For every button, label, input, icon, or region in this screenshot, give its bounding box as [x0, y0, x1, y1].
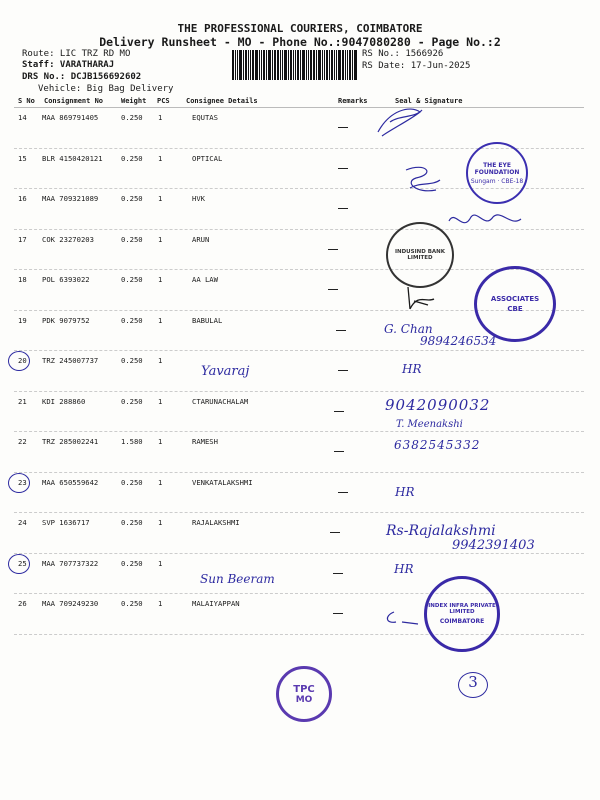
- barcode-bar: [334, 50, 335, 80]
- table-row: [0, 474, 600, 515]
- vehicle: Vehicle: Big Bag Delivery: [38, 84, 174, 94]
- barcode-bar: [250, 50, 251, 80]
- barcode-bar: [347, 50, 348, 80]
- row-pcs: 1: [158, 518, 163, 527]
- row-divider: [14, 391, 584, 392]
- rs-date: RS Date: 17-Jun-2025: [362, 61, 471, 71]
- handwritten-yavaraj: Yavaraj: [201, 364, 250, 379]
- row-sno: 25: [18, 558, 27, 568]
- col-pcs: PCS: [157, 97, 170, 105]
- handwritten-hr-1: HR: [402, 362, 422, 376]
- row-pcs: 1: [158, 599, 163, 608]
- col-sno: S No: [18, 97, 35, 105]
- barcode-bar: [336, 50, 337, 80]
- index-infra-name: INDEX INFRA PRIVATE LIMITED: [428, 603, 496, 615]
- barcode-bar: [272, 50, 273, 80]
- eye-foundation-name: THE EYE FOUNDATION: [474, 161, 520, 176]
- row-pcs: 1: [158, 437, 163, 446]
- tpc-sub: MO: [295, 694, 313, 705]
- route: Route: LIC TRZ RD MO: [22, 49, 131, 59]
- row-sno: 16: [18, 194, 27, 203]
- row-consignee: HVK: [192, 194, 205, 203]
- row-pcs: 1: [158, 356, 163, 365]
- row-weight: 0.250: [121, 234, 143, 244]
- row-sno: 24: [18, 518, 27, 527]
- barcode-bar: [329, 50, 330, 80]
- row-consignment-no: MAA 707737322: [42, 558, 99, 568]
- row-pcs: 1: [158, 113, 163, 122]
- indusind-bank-stamp: [386, 222, 454, 288]
- barcode-bar: [338, 50, 341, 80]
- row-pcs: 1: [158, 477, 163, 487]
- barcode-bar: [326, 50, 328, 80]
- row-consignment-no: KDI 288860: [42, 396, 86, 406]
- indusind-name: INDUSIND BANK LIMITED: [394, 249, 446, 261]
- barcode-bar: [297, 50, 299, 80]
- barcode-bar: [288, 50, 289, 80]
- col-consignee: Consignee Details: [186, 97, 258, 105]
- remark-mark: [333, 613, 343, 614]
- barcode-bar: [232, 50, 234, 80]
- remark-mark: [336, 330, 346, 331]
- row-weight: 0.250: [121, 275, 143, 284]
- barcode-bar: [322, 50, 323, 80]
- row-consignment-no: MAA 869791405: [42, 113, 99, 122]
- table-row: [0, 595, 600, 636]
- barcode-bar: [349, 50, 351, 80]
- remark-mark: [338, 168, 348, 169]
- row-pcs: 1: [158, 396, 163, 406]
- row-consignee: AA LAW: [192, 275, 218, 284]
- remark-mark: [330, 532, 340, 533]
- row-divider: [14, 593, 584, 594]
- row-consignment-no: BLR 4150420121: [42, 153, 103, 163]
- row-sno: 26: [18, 599, 27, 608]
- row-weight: 0.250: [121, 558, 143, 568]
- barcode-bar: [313, 50, 315, 80]
- row-sno: 19: [18, 315, 27, 325]
- barcode-bar: [261, 50, 262, 80]
- row-weight: 0.250: [121, 113, 143, 122]
- row-pcs: 1: [158, 315, 163, 325]
- barcode-bar: [259, 50, 260, 80]
- table-row: [0, 433, 600, 474]
- row-sno: 14: [18, 113, 27, 122]
- remark-mark: [338, 208, 348, 209]
- row-weight: 0.250: [121, 356, 143, 365]
- signature-scribble-26: [382, 608, 422, 628]
- handwritten-meenakshi: T. Meenakshi: [396, 419, 463, 430]
- associates-name: ASSOCIATES: [490, 295, 540, 303]
- col-seal: Seal & Signature: [395, 97, 463, 105]
- barcode-bar: [248, 50, 249, 80]
- barcode: [232, 50, 358, 80]
- row-consignee: RAJALAKSHMI: [192, 518, 240, 527]
- tpc-name: TPC: [293, 683, 315, 695]
- barcode-bar: [331, 50, 333, 80]
- sno-circle-mark: [8, 473, 30, 493]
- barcode-bar: [255, 50, 258, 80]
- drs-no: DRS No.: DCJB156692602: [22, 72, 142, 82]
- row-consignment-no: MAA 709321089: [42, 194, 99, 203]
- barcode-bar: [342, 50, 344, 80]
- row-consignee: EQUTAS: [192, 113, 218, 122]
- handwritten-page-mark: 3: [458, 672, 488, 698]
- barcode-bar: [302, 50, 305, 80]
- remark-mark: [328, 249, 338, 250]
- row-consignment-no: SVP 1636717: [42, 518, 90, 527]
- row-pcs: 1: [158, 194, 163, 203]
- row-sno: 21: [18, 396, 27, 406]
- remark-mark: [338, 492, 348, 493]
- row-weight: 1.580: [121, 437, 143, 446]
- handwritten-hr-3: HR: [394, 562, 414, 576]
- remark-mark: [334, 451, 344, 452]
- row-consignee: VENKATALAKSHMI: [192, 477, 253, 487]
- tpc-stamp: [276, 666, 332, 722]
- barcode-bar: [235, 50, 236, 80]
- barcode-bar: [274, 50, 276, 80]
- handwritten-phone-3: 6382545332: [394, 438, 481, 452]
- row-pcs: 1: [158, 234, 163, 244]
- barcode-bar: [243, 50, 244, 80]
- remark-mark: [333, 573, 343, 574]
- handwritten-rajalakshmi: Rs-Rajalakshmi: [386, 523, 496, 539]
- row-sno: 20: [18, 356, 27, 365]
- barcode-bar: [345, 50, 346, 80]
- signature-scribble-15: [396, 160, 446, 200]
- associates-stamp: [474, 266, 556, 342]
- handwritten-phone-1: 9894246534: [420, 334, 497, 348]
- row-weight: 0.250: [121, 477, 143, 487]
- barcode-bar: [263, 50, 265, 80]
- barcode-bar: [284, 50, 287, 80]
- barcode-bar: [310, 50, 312, 80]
- barcode-bar: [316, 50, 317, 80]
- row-sno: 15: [18, 153, 27, 163]
- sno-circle-mark: [8, 351, 30, 371]
- barcode-bar: [308, 50, 309, 80]
- header-divider: [14, 107, 584, 108]
- eye-foundation-sub: Sungam · CBE-18: [470, 177, 524, 185]
- barcode-bar: [239, 50, 242, 80]
- table-row: [0, 393, 600, 434]
- row-divider: [14, 634, 584, 635]
- signature-scribble-14: [370, 100, 430, 140]
- eye-foundation-stamp: [466, 142, 528, 204]
- rs-no: RS No.: 1566926: [362, 49, 444, 59]
- barcode-bar: [245, 50, 247, 80]
- barcode-bar: [306, 50, 307, 80]
- row-pcs: 1: [158, 275, 163, 284]
- barcode-bar: [282, 50, 283, 80]
- row-sno: 18: [18, 275, 27, 284]
- barcode-bar: [268, 50, 271, 80]
- row-consignment-no: TRZ 285002241: [42, 437, 99, 446]
- remark-mark: [328, 289, 338, 290]
- handwritten-phone-2: 9042090032: [385, 396, 491, 414]
- barcode-bar: [352, 50, 353, 80]
- associates-sub: CBE: [507, 305, 523, 313]
- row-pcs: 1: [158, 153, 163, 163]
- barcode-bar: [280, 50, 281, 80]
- barcode-bar: [324, 50, 325, 80]
- barcode-bar: [266, 50, 267, 80]
- report-subtitle: Delivery Runsheet - MO - Phone No.:9047080280 - Page No.:2: [99, 35, 501, 49]
- barcode-bar: [277, 50, 279, 80]
- row-consignment-no: TRZ 245007737: [42, 356, 99, 365]
- row-divider: [14, 472, 584, 473]
- row-divider: [14, 512, 584, 513]
- remark-mark: [334, 411, 344, 412]
- row-sno: 23: [18, 477, 27, 487]
- table-row: [0, 109, 600, 150]
- col-remarks: Remarks: [338, 97, 368, 105]
- row-consignee: CTARUNACHALAM: [192, 396, 249, 406]
- row-weight: 0.250: [121, 194, 143, 203]
- signature-scribble-16: [445, 205, 525, 235]
- table-row: [0, 555, 600, 596]
- row-weight: 0.250: [121, 315, 143, 325]
- signature-scribble-18: [398, 283, 438, 313]
- sno-circle-mark: [8, 554, 30, 574]
- remark-mark: [338, 370, 348, 371]
- row-divider: [14, 350, 584, 351]
- barcode-bar: [237, 50, 238, 80]
- handwritten-sun-beeram: Sun Beeram: [200, 572, 275, 586]
- remark-mark: [338, 127, 348, 128]
- handwritten-hr-2: HR: [395, 485, 415, 499]
- row-consignment-no: POL 6393022: [42, 275, 90, 284]
- barcode-bar: [354, 50, 357, 80]
- barcode-bar: [300, 50, 301, 80]
- row-weight: 0.250: [121, 599, 143, 608]
- barcode-bar: [295, 50, 296, 80]
- col-weight: Weight: [121, 97, 147, 105]
- col-consignment: Consignment No: [44, 97, 104, 105]
- row-consignment-no: MAA 709249230: [42, 599, 99, 608]
- row-sno: 22: [18, 437, 27, 446]
- barcode-bar: [252, 50, 254, 80]
- handwritten-signature-g: G. Chan: [384, 322, 433, 336]
- barcode-bar: [318, 50, 321, 80]
- row-consignee: ARUN: [192, 234, 210, 244]
- staff: Staff: VARATHARAJ: [22, 60, 115, 70]
- row-consignment-no: PDK 9079752: [42, 315, 90, 325]
- handwritten-phone-4: 9942391403: [452, 538, 535, 553]
- row-consignee: BABULAL: [192, 315, 223, 325]
- row-consignment-no: MAA 650559642: [42, 477, 99, 487]
- row-sno: 17: [18, 234, 27, 244]
- table-row: [0, 352, 600, 393]
- row-consignee: RAMESH: [192, 437, 218, 446]
- row-pcs: 1: [158, 558, 163, 568]
- row-consignee: MALAIYAPPAN: [192, 599, 240, 608]
- barcode-bar: [290, 50, 292, 80]
- row-weight: 0.250: [121, 518, 143, 527]
- row-weight: 0.250: [121, 153, 143, 163]
- row-consignment-no: COK 23270203: [42, 234, 94, 244]
- row-consignee: OPTICAL: [192, 153, 223, 163]
- row-weight: 0.250: [121, 396, 143, 406]
- barcode-bar: [293, 50, 294, 80]
- row-divider: [14, 431, 584, 432]
- index-infra-sub: COIMBATORE: [439, 618, 485, 625]
- report-title: THE PROFESSIONAL COURIERS, COIMBATORE: [177, 22, 423, 35]
- index-infra-stamp: [424, 576, 500, 652]
